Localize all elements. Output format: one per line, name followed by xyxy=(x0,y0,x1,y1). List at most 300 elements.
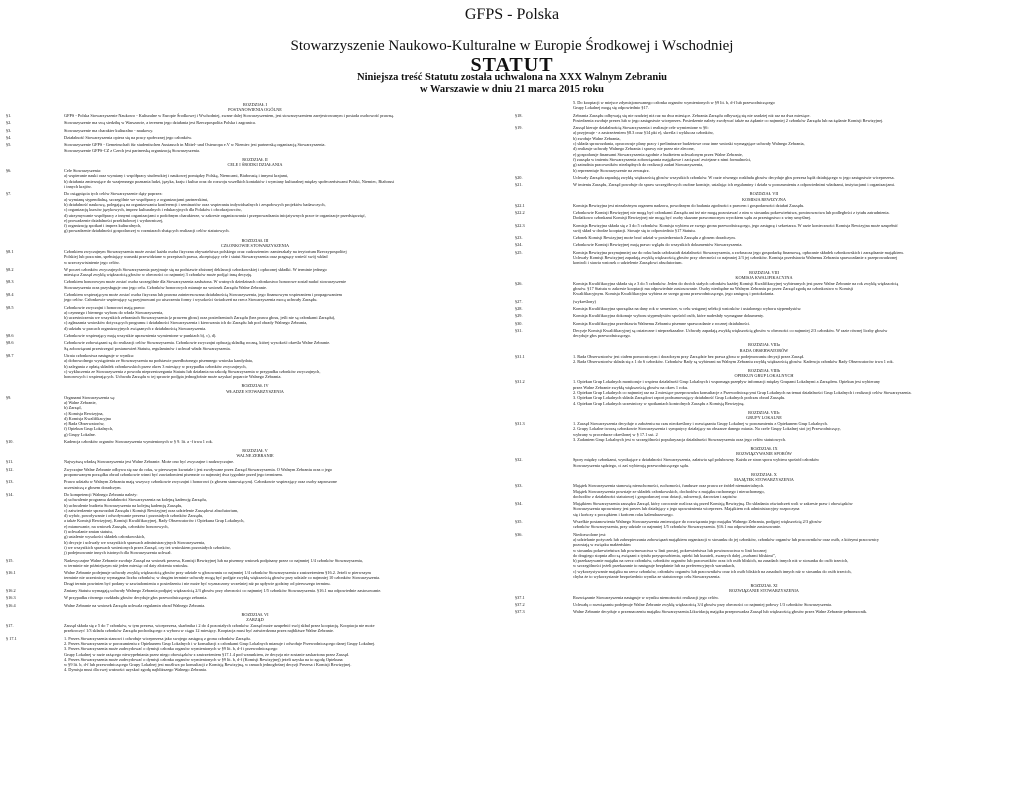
statute-paragraph xyxy=(515,501,1013,517)
chapter-heading xyxy=(6,383,504,393)
paragraph-text xyxy=(64,249,504,265)
paragraph-number: §8.5 xyxy=(6,304,14,310)
paragraph-spacer xyxy=(515,579,1013,581)
statute-paragraph xyxy=(6,353,504,379)
paragraph-number: §8.4 xyxy=(6,291,14,297)
paragraph-line: Cele Stowarzyszenia: xyxy=(64,168,102,174)
paragraph-line: c) składa sprawozdania, opracowuje plany pracy i preliminarze budżetowe oraz inne wnioski wymagające uchwały Walnego Zebrania, xyxy=(573,141,805,147)
paragraph-line: głosów. §17 Statutu w zakresie kooptacji ma odpowiednie zastosowanie. Osoby niezbędne na Walnym Zebraniu po przez Zarząd zgodę na członkostwo w Komisji xyxy=(573,286,854,292)
chapter-heading xyxy=(515,368,1013,378)
paragraph-line: Członkowie zobowiązani są do realizacji celów Stowarzyszenia. Członkowie zwyczajni opłacają składkę roczną, której wysokość określa Walne Zebranie. xyxy=(64,340,331,346)
statute-paragraph xyxy=(515,175,1013,180)
paragraph-number: §23. xyxy=(515,235,523,241)
organization-brand: GFPS - Polska xyxy=(464,6,560,23)
paragraph-number: §3. xyxy=(6,127,12,133)
statute-paragraph xyxy=(515,321,1013,326)
paragraph-line: g) zatrudnia pracowników niezbędnych do realizacji zadań Stowarzyszenia, xyxy=(573,162,704,168)
paragraph-number: §26. xyxy=(515,280,523,286)
paragraph-spacer xyxy=(515,187,1013,189)
paragraph-line: b) uczestniczenia we wszystkich zebraniach Stowarzyszenia (z prawem głosu) oraz posiedzeniach Zarządu (bez prawa głosu, jeśli nie są członkami Zarządu), xyxy=(64,315,336,321)
paragraph-line: wybrany w procedurze określonej w § 17.1 ust. 2 xyxy=(573,431,658,437)
statute-paragraph xyxy=(6,168,504,189)
statute-paragraph xyxy=(515,203,1013,208)
paragraph-text xyxy=(573,501,1013,517)
paragraph-line: Komisja Kwalifikacyjna dokonuje wyboru stypendystów spośród osób, które nadesłały wymagane dokumenty. xyxy=(573,313,764,319)
chapter-heading xyxy=(515,270,1013,280)
paragraph-line: g) Grupy Lokalne. xyxy=(64,431,96,437)
paragraph-line: przekroczyć 1/3 składu członków Zarządu pochodzącego z wyboru w ciągu 12 miesięcy. Kooptacja musi być zatwierdzona przez najbliższe Walne Zebranie. xyxy=(64,628,335,634)
paragraph-line: 3. Opiekun Grup Lokalnych składa Zarządowi raport podsumowujący działalność Grup Lokalnych podczas obrad Zarządu. xyxy=(573,395,786,401)
paragraph-line: e) prowadzenie działalności przekładowej i wydawniczej, xyxy=(64,217,164,223)
statute-paragraph xyxy=(6,267,504,278)
paragraph-line: b) zalegania z opłatą składek członkowskich przez okres 3 miesięcy w przypadku członków zwyczajnych, xyxy=(64,363,247,369)
paragraph-spacer xyxy=(515,614,1013,616)
paragraph-line: Komisja Kwalifikacyjna przedstawia Walnemu Zebraniu pisemne sprawozdanie z rocznej działalności. xyxy=(573,320,751,326)
paragraph-text xyxy=(64,120,504,125)
paragraph-number: §16.3 xyxy=(6,595,16,601)
paragraph-text xyxy=(573,321,1013,326)
paragraph-line: Dodatkowo członkami Komisji Rewizyjnej nie mogą być osoby skazane prawomocnym wyrokiem sądu za przestępstwo z winy umyślnej. xyxy=(573,215,812,221)
paragraph-line: Zebrania Zarządu odbywają się nie rzadziej niż raz na dwa miesiące. Zebrania Zarządu odbywają się nie rzadziej niż raz na dwa miesiące. xyxy=(573,112,811,118)
paragraph-text xyxy=(573,379,1013,405)
paragraph-line: e) mianowanie, na wniosek Zarządu, członków honorowych, xyxy=(64,523,169,529)
organization-full-name: Stowarzyszenie Naukowo-Kulturalne w Europie Środkowej i Wschodniej xyxy=(290,38,734,54)
statute-paragraph xyxy=(6,142,504,153)
paragraph-line: Stowarzyszenia oraz przysługuje ono jego celu. Członków honorowych mianuje na wniosek Zarządu Walne Zebranie. xyxy=(64,284,268,290)
statute-paragraph xyxy=(6,588,504,593)
paragraph-number: §9. xyxy=(6,394,12,400)
paragraph-line: Komisja Kwalifikacyjna sporządza na dany rok w semestrze, w celu wstępnej selekcji wniosków i ustalonego wyboru stypendystów. xyxy=(573,305,802,311)
paragraph-spacer xyxy=(515,266,1013,268)
paragraph-number: §15. xyxy=(6,557,14,563)
paragraph-spacer xyxy=(6,379,504,381)
paragraph-line: h) decyzje i uchwały we wszystkich sprawach administracyjnych Stowarzyszenia, xyxy=(64,539,206,545)
statute-paragraph xyxy=(6,333,504,338)
paragraph-number: §31. xyxy=(515,327,523,333)
paragraph-text xyxy=(573,595,1013,600)
paragraph-text xyxy=(64,395,504,437)
chapter-heading xyxy=(515,342,1013,352)
paragraph-line: Stowarzyszenie ma swą siedzibę w Warszawie, a terenem jego działania jest Rzeczpospolita Polska i zagranica. xyxy=(64,120,256,126)
paragraph-text xyxy=(573,203,1013,208)
statute-paragraph xyxy=(515,306,1013,311)
paragraph-line: a) dobrowolnego wystąpienia ze Stowarzyszenia na podstawie przedłożonego pisemnego wniosku kandydata, xyxy=(64,358,253,364)
paragraph-number: §14. xyxy=(6,491,14,497)
statute-paragraph xyxy=(6,279,504,290)
paragraph-line: 4. Dymisja musi dla swej ważności uzyskać zgodę najbliższego Walnego Zebrania. xyxy=(64,667,207,673)
paragraph-text xyxy=(64,636,504,673)
chapter-number: ROZDZIAŁ III xyxy=(241,237,269,243)
chapter-number: ROZDZIAŁ IX xyxy=(750,446,778,452)
paragraph-line: chyba że to wykorzystanie bezpośrednio wynika ze statutowego celu Stowarzyszenia. xyxy=(573,574,721,580)
statute-paragraph xyxy=(515,328,1013,339)
paragraph-line: f) Opiekun Grup Lokalnych, xyxy=(64,426,114,432)
chapter-heading xyxy=(515,472,1013,482)
paragraph-line: Grupy Lokalnej w razie rażącego niewypełniania przez niego obowiązków z zastrzeżeniem §17.1.4 pod warunkiem, że decyzja nie zostanie zaskarżona przez Zarząd. xyxy=(64,651,350,657)
paragraph-text xyxy=(64,439,504,444)
statute-paragraph xyxy=(6,467,504,478)
paragraph-line: Członkiem zwyczajnym Stowarzyszenia może zostać każda osoba fizyczna obywatelstwa polskiego oraz cudzoziemiec zamieszkały na terytorium Rzeczypospolitej xyxy=(64,248,347,254)
paragraph-line: c) organizację kursów językowych, imprez kulturalnych i edukacyjnych dla Polaków i obcokrajowców, xyxy=(64,207,242,213)
paragraph-line: Organami Stowarzyszenia są: xyxy=(64,394,115,400)
paragraph-line: Posiedzenia zwołuje prezes lub w jego zastępstwie wiceprezes. Posiedzenie należy zwoływać także na żądanie co najmniej 2 członków Zarządu lub na żądanie Komisji Rewizyjnej. xyxy=(573,117,884,123)
paragraph-line: Do osiągnięcia tych celów Stowarzyszenie dąży poprzez: xyxy=(64,191,163,197)
paragraph-line: a) udzielanie pożyczek lub zabezpieczania zobowiązań majątkiem organizacji w stosunku do jej członków, członków organów lub pracowników oraz osób, z którymi pracownicy xyxy=(573,536,880,542)
paragraph-number: §32. xyxy=(515,457,523,463)
chapter-title: CELE I ŚRODKI DZIAŁANIA xyxy=(227,162,283,168)
paragraph-line: 4. Opiekun Grup Lokalnych uczestniczy w spotkaniach kontrolnych Zarządu z Komisją Rewizyjną. xyxy=(573,400,745,406)
paragraph-number: §22.2 xyxy=(515,209,525,215)
paragraph-text xyxy=(64,459,504,464)
paragraph-line: honorowych i wspierających. Uchwała Zarządu w tej sprawie podjęta jednogłośnie może uzyskać poparcie Walnego Zebrania. xyxy=(64,374,282,380)
paragraph-line: 2. Grupy Lokalne tworzą członkowie Stowarzyszenia i sympatycy działający na obszarze danego miasta. Na czele Grupy Lokalnej stoi jej Przewodniczący, xyxy=(573,426,841,432)
paragraph-text xyxy=(64,191,504,233)
paragraph-number: §31.1 xyxy=(515,353,525,359)
paragraph-line: Członkowie zwyczajni i honorowi mają prawo: xyxy=(64,304,146,310)
paragraph-line: uczestniczą z głosem doradczym. xyxy=(64,484,122,490)
paragraph-line: w terminie nie późniejszym niż jeden miesiąc od daty złożenia wniosku. xyxy=(64,562,189,568)
paragraph-line: i innych krajów. xyxy=(64,184,92,190)
chapter-heading xyxy=(515,446,1013,456)
paragraph-line: 1. Opiekun Grup Lokalnych monitoruje i wspiera działalność Grup Lokalnych i wspomaga przepływ informacji między Grupami Lokalnymi a Zarządem. Opiekun jest wybierany xyxy=(573,379,881,385)
paragraph-text xyxy=(573,519,1013,530)
chapter-title: KOMISJA REWIZYJNA xyxy=(741,196,787,202)
paragraph-line: w urzeczywistnienie jego celów. xyxy=(64,259,120,265)
paragraph-text xyxy=(573,602,1013,607)
paragraph-line: b) działalność naukową, polegającą na organizowaniu konferencji i seminariów oraz wspieraniu indywidualnych i zespołowych projektów badawczych, xyxy=(64,201,326,207)
paragraph-line: b) przekazywanie majątku na rzecz członków, członków organów lub pracowników oraz ich osób bliskich, na zasadach innych niż w stosunku do osób trzecich, xyxy=(573,558,849,564)
paragraph-line: Niedozwolone jest: xyxy=(573,531,607,537)
paragraph-spacer xyxy=(515,468,1013,470)
paragraph-text xyxy=(64,113,504,118)
paragraph-spacer xyxy=(515,442,1013,444)
paragraph-line: h) reprezentuje Stowarzyszenie na zewnątrz. xyxy=(573,167,650,173)
paragraph-number: §18. xyxy=(515,112,523,118)
chapter-number: ROZDZIAŁ VII xyxy=(749,191,779,197)
paragraph-line: Do kompetencji Walnego Zebrania należy: xyxy=(64,491,138,497)
paragraph-line: a) Walne Zebranie, xyxy=(64,399,97,405)
statute-paragraph xyxy=(515,354,1013,365)
paragraph-number: §16.4 xyxy=(6,602,16,608)
paragraph-line: Kwalifikacyjnym. Komisja Kwalifikacyjna wybiera ze swego grona przewodniczącego, jego zastępcę i protokolanta. xyxy=(573,291,775,297)
paragraph-line: f) organizację spotkań i imprez kulturalnych, xyxy=(64,223,142,229)
paragraph-number: §37.2 xyxy=(515,601,525,607)
paragraph-line: 2. Prezes Stowarzyszenia w porozumieniu z Opiekunem Grup Lokalnych i w konsultacji z członkami Grup Lokalnych mianuje i odwołuje Przewodniczącego danej Grupy Lokalnej. xyxy=(64,640,376,646)
paragraph-line: miesiąca Zarząd zwykłą większością głosów w obecności co najmniej 3 członków może podjąć inną decyzję. xyxy=(64,272,253,278)
statute-paragraph xyxy=(6,558,504,569)
paragraph-line: 1. Zarząd Stowarzyszenia decyduje o założeniu na czas nieokreślony i rozwiązaniu Grupy Lokalnej w porozumieniu z Opiekunem Grup Lokalnych. xyxy=(573,421,828,427)
statute-paragraph xyxy=(6,113,504,118)
paragraph-text xyxy=(573,125,1013,173)
paragraph-text xyxy=(64,267,504,278)
paragraph-text xyxy=(573,457,1013,468)
paragraph-line: Członkowie wspierający mają wszystkie uprawnienia wymienione w punktach b), c), d). xyxy=(64,333,217,339)
paragraph-line: Członkiem wspierającym może zostać osoba fizyczna lub prawna zainteresowana działalnością Stowarzyszenia, jego finansowym wspieraniem i propagowaniem xyxy=(64,291,343,297)
paragraph-line: b) uchwalenie budżetu Stowarzyszenia na kolejną kadencję Zarządu, xyxy=(64,502,183,508)
paragraph-line: d) Komisja Kwalifikacyjna xyxy=(64,415,111,421)
statute-paragraph xyxy=(515,483,1013,499)
paragraph-line: Są zobowiązani przestrzegać postanowień Statutu, regulaminów i uchwał władz Stowarzyszenia. xyxy=(64,345,231,351)
paragraph-text xyxy=(573,210,1013,221)
paragraph-line: Zmiany Statutu wymagają uchwały Walnego Zebrania podjętej większością 2/3 głosów przy obecności co najmniej 1/5 członków Stowarzyszenia. §16.1 ma odpowiednie zastosowanie. xyxy=(64,588,382,594)
chapter-number: ROZDZIAŁ VIIIc xyxy=(748,409,780,415)
paragraph-number: §37.3 xyxy=(515,609,525,615)
paragraph-spacer xyxy=(6,444,504,446)
paragraph-line: 1. Rada Obserwatorów jest ciałem pomocniczym i doradczym przy Zarządzie bez prawa głosu w podejmowaniu decyzji przez Zarząd. xyxy=(573,353,805,359)
paragraph-text xyxy=(64,340,504,351)
paragraph-text xyxy=(64,292,504,303)
paragraph-line: Stowarzyszenie GFPS - Gemeinschaft für studentischen Austausch in Mittel- und Osteuropa e.V w Niemiec jest partnerską organizacją Stowarzyszenia. xyxy=(64,142,326,148)
paragraph-text xyxy=(573,483,1013,499)
chapter-number: ROZDZIAŁ XI xyxy=(750,583,778,589)
paragraph-line: jego celów. Członkowie wspierający są przyjmowani po uiszczeniu formy i wysokości świadczeń na rzecz Stowarzyszenia mocą uchwały Zarządu. xyxy=(64,297,318,303)
statute-paragraph xyxy=(515,100,1013,111)
paragraph-line: a) czynnego i biernego wyboru do władz Stowarzyszenia, xyxy=(64,309,164,315)
paragraph-text xyxy=(573,113,1013,124)
paragraph-line: j) podejmowanie innych istotnych dla Stowarzyszenia uchwał. xyxy=(64,550,172,556)
paragraph-number: §28. xyxy=(515,305,523,311)
paragraph-line: a) uchwalenie programu działalności Stowarzyszenia na kolejną kadencję Zarządu, xyxy=(64,497,207,503)
paragraph-line: (wykreślony) xyxy=(573,298,596,304)
paragraph-number: §12. xyxy=(6,466,14,472)
paragraph-line: terminie nie uczestniczy wymagana liczba członków, w drugim terminie uchwały mogą być podjęte zwykłą większością głosów przy udziale co najmniej 10 członków Stowarzyszenia. xyxy=(64,575,381,581)
paragraph-line: Drugi termin powinien być podany w zawiadomieniu o posiedzeniu i nie może być wyznaczony wcześniej niż po upływie godziny od pierwszego terminu. xyxy=(64,580,331,586)
paragraph-number: §21. xyxy=(515,182,523,188)
paragraph-line: proponowanym porządku obrad członkowie winni być zawiadomieni pisemnie co najmniej dwa tygodnie przed jego terminem. xyxy=(64,472,283,478)
chapter-title: OPIEKUN GRUP LOKALNYCH xyxy=(734,373,794,379)
paragraph-number: §20. xyxy=(515,174,523,180)
statute-paragraph xyxy=(515,223,1013,234)
statute-right-column xyxy=(515,100,1013,788)
paragraph-number: §36. xyxy=(515,531,523,537)
chapter-number: ROZDZIAŁ VIIIb xyxy=(747,368,781,374)
paragraph-line: c) zgłaszania wniosków dotyczących programu i działalności Stowarzyszenia i kierowania ich do Zarządu lub pod obrady Walnego Zebrania, xyxy=(64,320,308,326)
paragraph-line: c) wykorzystywanie majątku na rzecz członków, członków organów lub pracowników oraz ich osób bliskich na zasadach innych niż w stosunku do osób trzecich, xyxy=(573,568,852,574)
paragraph-number: §4. xyxy=(6,135,12,141)
paragraph-line: Utrata członkostwa następuje w wyniku: xyxy=(64,352,134,358)
paragraph-line: 1. Prezes Stowarzyszenia stanowi i odwołuje wiceprezesa jako swojego zastępcę z grona członków Zarządu. xyxy=(64,635,251,641)
paragraph-text xyxy=(573,354,1013,365)
paragraph-line: 5. Do kooptacji w miejsce zdymisjonowanego członka organów wymienionych w §9 lit. b, d-f lub przewodniczącego xyxy=(573,100,775,105)
paragraph-text xyxy=(573,242,1013,247)
paragraph-line: c) zatwierdzenie sprawozdań Zarządu i Komisji Rewizyjnej oraz udzielenie Zarządowi absolutorium, xyxy=(64,507,239,513)
paragraph-number: §25. xyxy=(515,249,523,255)
statute-paragraph xyxy=(6,595,504,600)
paragraph-line: Decyzje Komisji Kwalifikacyjnej są ostateczne i nieprzekazalne. Uchwały zapadają zwykłą większością głosów w obecności co najmniej 2/3 członków. W razie równej liczby głosów xyxy=(573,327,888,333)
paragraph-number: §8.1 xyxy=(6,248,14,254)
paragraph-number: §31.2 xyxy=(515,379,525,385)
paragraph-line: Komisja Rewizyjna przynajmniej raz do roku bada całokształt działalności Stowarzyszenia, a zwłaszcza jego gospodarkę finansową, opłacanie składek członkowskich i zarządzanie majątkiem. xyxy=(573,249,904,255)
statute-paragraph xyxy=(6,623,504,634)
paragraph-line: W przypadku równego rozkładu głosów decyduje głos przewodniczącego zebrania. xyxy=(64,595,208,601)
statute-paragraph xyxy=(515,299,1013,304)
paragraph-number xyxy=(515,100,573,111)
paragraph-text xyxy=(573,313,1013,318)
paragraph-line: Uchwały Komisji Rewizyjnej zapadają zwykłą większością głosów przy obecności co najmniej 2/3 jej członków. Komisja przedstawia Walnemu Zebraniu sprawozdanie z przeprowadzonej xyxy=(573,255,898,261)
statute-paragraph xyxy=(515,242,1013,247)
paragraph-line: Stowarzyszenia uprawniony jest prezes lub działający z jego upoważnienia wiceprezes. Majątkiem rok administracyjny rozpoczyna xyxy=(573,506,800,512)
paragraph-text xyxy=(64,570,504,586)
paragraph-line: dochodów z działalności statutowej i gospodarczej oraz dotacji, subwencji, darowizn i zapisów. xyxy=(573,493,738,499)
statute-paragraph xyxy=(6,459,504,464)
paragraph-number: §31.3 xyxy=(515,421,525,427)
paragraph-line: Zarząd kieruje działalnością Stowarzyszenia i realizuje cele wymienione w §6: xyxy=(573,125,709,131)
paragraph-text xyxy=(64,492,504,556)
paragraph-line: Zwyczajne Walne Zebranie odbywa się raz do roku, w pierwszym kwartale i jest zwoływane przez Zarząd Stowarzyszenia. O Walnym Zebraniu oraz o jego xyxy=(64,466,333,472)
paragraph-line: pozostają w związku małżeńskim xyxy=(573,542,631,548)
chapter-number: ROZDZIAŁ X xyxy=(751,472,777,478)
chapter-title: ROZWIĄZYWANIE SPORÓW xyxy=(736,451,792,457)
paragraph-line: GFPS - Polska Stowarzyszenie Naukowo - Kulturalne w Europie Środkowej i Wschodniej, zwane dalej Stowarzyszeniem, jest stowarzyszeniem zarejestrowanym i posiada osobowość prawną. xyxy=(64,113,394,119)
paragraph-number: §8.3 xyxy=(6,279,14,285)
chapter-title: MAJĄTEK STOWARZYSZENIA xyxy=(734,477,794,483)
paragraph-line: w §9 lit. b, d-f lub przewodniczącego Grupy Lokalnej jest możliwa po konsultacji z Komisją Rewizyjną, w ramach jednogłośnej decyzji Prezesa i Komisji Rewizyjnej. xyxy=(64,662,352,668)
paragraph-line: Członkowie Komisji Rewizyjnej mają prawo wglądu do wszystkich dokumentów Stowarzyszenia. xyxy=(573,242,743,248)
adoption-note-line-1: Niniejsza treść Statutu została uchwalona na XXX Walnym Zebraniu xyxy=(357,72,667,83)
paragraph-line: c) wykluczenia ze Stowarzyszenia z powodu nieprzestrzegania Statutu lub działania na szkodę Stowarzyszenia w przypadku członków zwyczajnych, xyxy=(64,368,321,374)
paragraph-line: f) uchwalanie zmian statutu, xyxy=(64,529,113,535)
paragraph-line: Majątek Stowarzyszenia stanowią nieruchomości, ruchomości, fundusze oraz prawa ze źródeł niematerialnych. xyxy=(573,483,765,489)
document-title: STATUT xyxy=(470,54,554,76)
statute-paragraph xyxy=(515,182,1013,187)
chapter-number: ROZDZIAŁ V xyxy=(242,448,268,454)
paragraph-line: e) Rada Obserwatorów, xyxy=(64,421,105,427)
statute-paragraph xyxy=(515,609,1013,614)
paragraph-line: Nadzwyczajne Walne Zebranie zwołuje Zarząd na wniosek prezesa, Komisji Rewizyjnej lub na pisemny wniosek podpisany przez co najmniej 1/4 członków Stowarzyszenia, xyxy=(64,557,363,563)
paragraph-number: §24. xyxy=(515,242,523,248)
statute-paragraph xyxy=(6,128,504,133)
chapter-title: ROZWIĄZANIE STOWARZYSZENIA xyxy=(729,588,799,594)
paragraph-number: §8.6 xyxy=(6,333,14,339)
paragraph-number: §37.1 xyxy=(515,594,525,600)
paragraph-number: § 17.1 xyxy=(6,635,17,641)
paragraph-line: b) Zarząd, xyxy=(64,405,82,411)
chapter-number: ROZDZIAŁ II xyxy=(242,156,268,162)
paragraph-line: Stowarzyszenia sędziego, ci zaś wybierają przewodniczącego sądu. xyxy=(573,462,689,468)
paragraph-line: Polskiej lub poza nim, spełniający warunki przewidziane w przepisach prawa, akceptujący cele i statut Stowarzyszenia oraz pragnący wnieść swój wkład xyxy=(64,254,328,260)
paragraph-number: §22.3 xyxy=(515,222,525,228)
paragraph-number: §11. xyxy=(6,459,14,465)
paragraph-line: W imieniu Zarządu, Zarząd powołuje do spraw szczegółowych osobne komisje, ustalając ich regulaminy i działa w porozumieniu z odpowiednimi władzami, instytucjami i organizacjami. xyxy=(573,182,896,188)
paragraph-text xyxy=(573,250,1013,266)
paragraph-line: d) realizuje uchwały Walnego Zebrania i sprawy nie przez nie zlecone, xyxy=(573,146,695,152)
statute-paragraph xyxy=(6,340,504,351)
chapter-number: ROZDZIAŁ IV xyxy=(241,383,269,389)
paragraph-number: §10. xyxy=(6,439,14,444)
chapter-heading xyxy=(515,410,1013,420)
paragraph-line: 4. Prezes Stowarzyszenia może zadecydować o dymisji członka organów wymienionych w §9 lit. b, d-f (Komisji Rewizyjnej) jeżeli uzyska na to zgodę Opiekuna xyxy=(64,656,343,662)
paragraph-line: Walne Zebranie na wniosek Zarządu uchwala regulamin obrad Walnego Zebrania. xyxy=(64,602,206,608)
paragraph-line: b) działania zmierzające do wzajemnego poznania ludzi, języka, kraju i kultur oraz do rozwoju wszelkich kontaktów i wymiany kulturalnej między społeczeństwami Polski, Niemiec, Białorusi xyxy=(64,178,395,184)
paragraph-line: a) przyjmuje - z zastrzeżeniem §8.3 oraz §14 pkt e), skreśla i wyklucza członków, xyxy=(573,130,714,136)
paragraph-line: Komisja Rewizyjna jest niezależnym organem nadzoru, powołanym do badania zgodności z prawem i gospodarności działań Zarządu. xyxy=(573,202,805,208)
chapter-heading xyxy=(6,612,504,622)
paragraph-line: 3. Zadaniem Grup Lokalnych jest w szczególności popularyzacja działalności Stowarzyszenia oraz jego celów statutowych. xyxy=(573,437,786,442)
chapter-number: ROZDZIAŁ VIIIa xyxy=(748,342,780,348)
paragraph-line: swój skład w drodze kooptacji. Stosuje się to odpowiednio §17 Statutu. xyxy=(573,227,696,233)
paragraph-number: §22.1 xyxy=(515,202,525,208)
chapter-title: CZŁONKOWIE STOWARZYSZENIA xyxy=(220,242,290,248)
paragraph-spacer xyxy=(515,406,1013,408)
paragraph-line: 3. Prezes Stowarzyszenia może zadecydować o dymisji członka organów wymienionych w §9 lit. b, d-f i przewodniczącego xyxy=(64,646,278,652)
paragraph-number: §13. xyxy=(6,479,14,485)
paragraph-text xyxy=(573,100,1013,111)
paragraph-text xyxy=(64,142,504,153)
statute-paragraph xyxy=(515,379,1013,405)
paragraph-text xyxy=(573,306,1013,311)
paragraph-line: decyduje głos przewodniczącego. xyxy=(573,333,631,339)
paragraph-line: Kadencja członków organów Stowarzyszenia wymienionych w § 9. lit. a -f trwa 1 rok. xyxy=(64,439,213,444)
paragraph-line: i) we wszystkich sprawach wniesionych przez Zarząd, czy też wnioskiem pozostałych członków, xyxy=(64,544,231,550)
paragraph-number: §30. xyxy=(515,320,523,326)
paragraph-line: 2. Rada Obserwatorów składa się z 1 do 6 członków. Członków Rady są wybierani na Walnym Zebraniu zwykłą większością głosów. Kadencja członków Rady Obserwatorów trwa 1 rok. xyxy=(573,358,894,364)
paragraph-text xyxy=(64,135,504,140)
paragraph-number: §8.2 xyxy=(6,266,14,272)
chapter-heading xyxy=(6,102,504,112)
statute-paragraph xyxy=(6,305,504,331)
paragraph-line: Uchwały Zarządu zapadają zwykłą większością głosów wszystkich członków. W razie równego rozkładu głosów decyduje głos prezesa bądź działającego w jego zastępstwie wiceprezesa. xyxy=(573,174,895,180)
paragraph-text xyxy=(64,623,504,634)
statute-paragraph xyxy=(6,395,504,437)
paragraph-number: §16.1 xyxy=(6,570,16,576)
paragraph-line: d) wybór, powoływanie i odwoływanie prezesa i pozostałych członków Zarządu, xyxy=(64,513,204,519)
statute-paragraph xyxy=(6,249,504,265)
paragraph-spacer xyxy=(6,153,504,155)
paragraph-line: Zarząd składa się z 5 do 7 członków, w tym prezesa, wiceprezesa, skarbnika i 2 do 4 pozostałych członków. Zarząd może uzupełnić swój skład przez kooptację. Kooptacja nie może xyxy=(64,623,375,629)
paragraph-spacer xyxy=(6,234,504,236)
paragraph-text xyxy=(64,279,504,290)
paragraph-line: Działalność Stowarzyszenia opiera się na pracy społecznej jego członków. xyxy=(64,135,192,141)
paragraph-line: W poczet członków zwyczajnych Stowarzyszenia przyjmuje się na podstawie złożonej deklaracji członkowskiej i opłaconej składki. W terminie jednego xyxy=(64,266,327,272)
chapter-title: ZARZĄD xyxy=(246,617,264,622)
chapter-title: GRUPY LOKALNE xyxy=(746,415,782,421)
paragraph-line: Komisja Rewizyjna składa się z 3 do 5 członków. Komisja wybiera ze swego grona przewodniczącego, jego zastępcę i sekretarza. W razie konieczności Komisja Rewizyjna może uzupełnić xyxy=(573,222,898,228)
paragraph-line: Grupy Lokalnej mogą się odpowiednio §17. xyxy=(573,105,649,111)
chapter-heading xyxy=(6,448,504,458)
statute-paragraph xyxy=(6,636,504,673)
chapter-title: POSTANOWIENIA OGÓLNE xyxy=(228,107,282,113)
statute-paragraph xyxy=(6,135,504,140)
paragraph-text xyxy=(573,223,1013,234)
paragraph-text xyxy=(573,182,1013,187)
statute-paragraph xyxy=(515,421,1013,442)
statute-paragraph xyxy=(515,457,1013,468)
paragraph-line: w szczególności jeżeli przekazanie to następuje bezpłatnie lub na preferencyjnych warunkach, xyxy=(573,563,736,569)
paragraph-number: §5. xyxy=(6,142,12,148)
paragraph-number: §6. xyxy=(6,168,12,174)
paragraph-number: §35. xyxy=(515,519,523,525)
paragraph-number: §27. xyxy=(515,298,523,304)
paragraph-text xyxy=(573,328,1013,339)
chapter-number: ROZDZIAŁ VIII xyxy=(749,269,779,275)
chapter-number: ROZDZIAŁ I xyxy=(243,102,267,107)
paragraph-line: b) zwołuje Walne Zebrania, xyxy=(573,135,621,141)
statute-paragraph xyxy=(6,603,504,608)
paragraph-text xyxy=(573,421,1013,442)
paragraph-text xyxy=(573,609,1013,614)
paragraph-line: w stosunku pokrewieństwa lub powinowactwa w linii prostej, pokrewieństwa lub powinowactwa w linii bocznej xyxy=(573,547,767,553)
paragraph-line: Spory między członkami, wynikające z działalności Stowarzyszenia, załatwia sąd polubowny. Każda ze stron sporu wybiera spośród członków xyxy=(573,457,820,463)
chapter-heading xyxy=(6,238,504,248)
paragraph-line: Walne Zebranie podejmuje uchwały zwykłą większością głosów przy udziale w głosowaniu co najmniej 1/4 członków Stowarzyszenia z zastrzeżeniem §16.2. Jeżeli w pierwszym xyxy=(64,570,371,576)
statute-paragraph xyxy=(6,191,504,233)
paragraph-line: Stowarzyszenie GFPS-CZ z Czech jest partnerską organizacją Stowarzyszenia. xyxy=(64,147,200,153)
paragraph-number: §8.7 xyxy=(6,352,14,358)
paragraph-text xyxy=(573,175,1013,180)
paragraph-line: Wszelkie postanowienia Walnego Stowarzyszenia zmierzające do rozwiązania jego majątku Walnego Zebrania, podjętej większością 2/3 głosów xyxy=(573,519,822,525)
chapter-title: WALNE ZEBRANIE xyxy=(236,453,274,459)
paragraph-line: a) wymianę stypendialną, szczególnie we współpracy z organizacjami partnerskimi, xyxy=(64,196,209,202)
